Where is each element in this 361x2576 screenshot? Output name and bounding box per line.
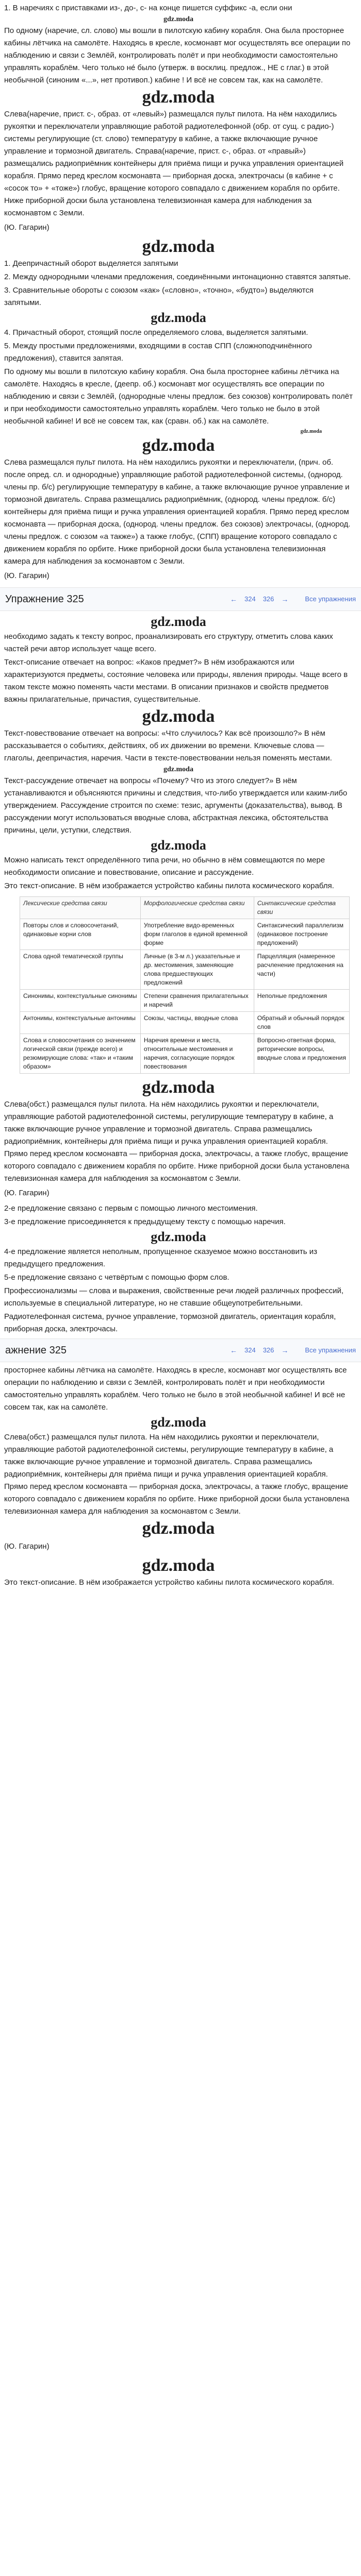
watermark: gdz.moda	[151, 838, 206, 853]
table-cell: Слова и словосочетания со значением логической связи (прежде всего) и резюмирующие слова: «так» и «таким образом»	[20, 1034, 141, 1074]
note-item: 3-е предложение присоединяется к предыдущему тексту с помощью наречия.	[4, 1217, 286, 1226]
citation: (Ю. Гагарин)	[4, 571, 50, 580]
table-header-row	[20, 897, 350, 919]
exercise-header	[0, 587, 361, 611]
watermark: gdz.moda	[163, 15, 193, 23]
table-cell: Антонимы, контекстуальные антонимы	[20, 1012, 141, 1034]
citation: (Ю. Гагарин)	[4, 1189, 50, 1197]
table-cell: Неполные предложения	[254, 990, 349, 1012]
rule-paragraph: 1. В наречиях с приставками из-, до-, с- на конце пишется суффикс -а, если они	[4, 4, 292, 12]
table-cell: Союзы, частицы, вводные слова	[140, 1012, 254, 1034]
table-header-cell: Лексические средства связи	[20, 897, 141, 919]
watermark: gdz.moda	[142, 1519, 215, 1538]
text-paragraph: Это текст-описание. В нём изображается устройство кабины пилота космического корабля.	[4, 882, 334, 890]
watermark: gdz.moda	[142, 436, 215, 455]
table-row	[20, 1034, 350, 1074]
next-arrow-icon[interactable]: →	[281, 1346, 289, 1354]
table-cell: Обратный и обычный порядок слов	[254, 1012, 349, 1034]
answer-block-main	[0, 611, 361, 1338]
text-paragraph: Можно написать текст определённого типа речи, но обычно в нём совмещаются по мере необходимости описание и повествование, описание и рассуждение.	[4, 856, 327, 877]
text-paragraph: необходимо задать к тексту вопрос, проанализировать его структуру, отметить слова каких частей речи автор использует чаще всего.	[4, 632, 335, 653]
all-exercises-link[interactable]: Все упражнения	[305, 595, 356, 603]
exercise-nav	[230, 1344, 356, 1357]
rule-item: 5. Между простыми предложениями, входящими в состав СПП (сложноподчинённого предложения), ставится запятая.	[4, 342, 312, 363]
table-cell: Наречия времени и места, относительные местоимения и наречия, согласующие порядок повествования	[140, 1034, 254, 1074]
answer-block-bottom	[0, 1362, 361, 1592]
connections-table	[20, 896, 350, 1074]
text-paragraph: Текст-повествование отвечает на вопросы: «Что случилось? Как всё произошло?» В нём рассказывается о событиях, действиях, об их движении во времени. Ключевые слова — глаголы, деепричастия, наречия. Части в тексте-повествовании нельзя поменять местами.	[4, 729, 332, 762]
watermark: gdz.moda	[151, 614, 206, 629]
note-item: 5-е предложение связано с четвёртым с помощью форм слов.	[4, 1273, 229, 1282]
prev-arrow-icon[interactable]: ←	[229, 595, 237, 603]
prev-arrow-icon[interactable]: ←	[229, 1346, 237, 1354]
table-row	[20, 990, 350, 1012]
text-paragraph: Слева(обст.) размещался пульт пилота. На нём находились рукоятки и переключатели, управляющие работой радиотелефонной системы, регулирующие температуру в кабине, а также включающие ручное управление и тормозной двигатель. Справа размещались радиоприёмник, контейнеры для приёма пищи и ручка управления ориентацией корабля. Прямо перед креслом космонавта — приборная доска, электрочасы, а также глобус, вращение которого совпадало с движением корабля по орбите. Ниже приборной доски была установлена телевизионная камера для наблюдения за космонавтом с Земли.	[4, 1433, 352, 1516]
text-paragraph: По одному (наречие, сл. слово) мы вошли в пилотскую кабину корабля. Она была просторнее кабины лётчика на самолёте. Находясь в кресле, космонавт мог осуществлять все операции по наблюдению и связи с Землёй, контролировать полёт и при необходимости самостоятельно управлять кораблём. Чего только не́ было (утверж. в восклиц. предлож., НЕ с глаг.) в этой необычной (синоним «...», нет противоп.) кабине ! И всё не совсем так, как на самолёте.	[4, 26, 353, 84]
table-cell: Повторы слов и словосочетаний, одинаковые корни слов	[20, 919, 141, 950]
table-cell: Синонимы, контекстуальные синонимы	[20, 990, 141, 1012]
note-item: Профессионализмы — слова и выражения, свойственные речи людей различных профессий, используемые в специальной литературе, но не ставшие общеупотребительными.	[4, 1286, 346, 1308]
note-item: Радиотелефонная система, ручное управление, тормозной двигатель, ориентация корабля, приборная доска, электрочасы.	[4, 1312, 338, 1333]
text-paragraph: Слева размещался пульт пилота. На нём находились рукоятки и переключатели, (прич. об. после опред. сл. и однородные) управляющие работой радиотелефонной системы, (однород. члены пр. б/с) регулирующие температуру в кабине, а также включающие ручное управление и тормозной двигатель. Справа размещались радиоприёмник, (однород. члены предлож. б/с) контейнеры для приёма пищи и ручка управления ориентацией корабля. Прямо перед креслом космонавта — приборная доска, (однород. члены предлож. без союзов) электрочасы, (однород. члены предлож. с союзом «а также») а также глобус, (СПП) вращение которого совпадало с движением корабля по орбите. Ниже приборной доски была установлена телевизионная камера для наблюдения за космонавтом с Земли.	[4, 458, 353, 566]
table-row	[20, 950, 350, 990]
watermark: gdz.moda	[142, 237, 215, 256]
watermark: gdz.moda	[142, 1078, 215, 1097]
table-row	[20, 919, 350, 950]
table-header-cell: Морфологические средства связи	[140, 897, 254, 919]
table-cell: Слова одной тематической группы	[20, 950, 141, 990]
next-exercise-link[interactable]: 326	[262, 1346, 274, 1354]
watermark: gdz.moda	[151, 310, 206, 325]
answer-block-top	[0, 0, 361, 587]
text-paragraph: Слева(наречие, прист. с-, образ. от «левый») размещался пульт пилота. На нём находились рукоятки и переключатели управляющие работой радиотелефонной (обр. от сущ. с радио-) системы регулирующие (ст. слово) температуру в кабине, а также включающие ручное управление и тормозной двигатель. Справа(наречие, прист. с-, образ. от «правый») размещались радиоприёмник контейнеры для приёма пищи и ручка управления ориентацией корабля. Прямо перед креслом космонавта — приборная доска, электрочасы (в кабине + с «сосок то» + «тоже») глобус, вращение которого совпадало с движением корабля по орбите. Ниже приборной доски была установлена телевизионная камера для наблюдения за космонавтом с Земли.	[4, 110, 346, 217]
text-paragraph: Слева(обст.) размещался пульт пилота. На нём находились рукоятки и переключатели, управляющие работой радиотелефонной системы, регулирующие температуру в кабине, а также включающие ручное управление и тормозной двигатель. Справа размещались радиоприёмник, контейнеры для приёма пищи и ручка управления ориентацией корабля. Прямо перед креслом космонавта — приборная доска, электрочасы, а также глобус, вращение которого совпадало с движением корабля по орбите. Ниже приборной доски была установлена телевизионная камера для наблюдения за космонавтом с Земли.	[4, 1100, 352, 1183]
table-cell: Употребление видо-временных форм глаголов в единой временной форме	[140, 919, 254, 950]
note-item: 4-е предложение является неполным, пропущенное сказуемое можно восстановить из предыдущего предложения.	[4, 1247, 320, 1268]
exercise-nav	[230, 593, 356, 605]
exercise-header	[0, 1338, 361, 1362]
watermark: gdz.moda	[300, 429, 322, 434]
citation: (Ю. Гагарин)	[4, 1542, 50, 1551]
text-paragraph: По одному мы вошли в пилотскую кабину корабля. Она была просторнее кабины лётчика на самолёте. Находясь в кресле, (деепр. об.) космонавт мог осуществлять все операции по наблюдению и связи с Землёй, (однородные члены предлож. без союзов) контролировать полёт и при необходимости самостоятельно управлять кораблём. Чего только не было в этой необычной кабине! И всё не совсем так, как (сравн. об.) как на самолёте.	[4, 367, 355, 426]
text-paragraph: Это текст-описание. В нём изображается устройство кабины пилота космического корабля.	[4, 1578, 334, 1587]
table-cell: Степени сравнения прилагательных и наречий	[140, 990, 254, 1012]
watermark: gdz.moda	[151, 1415, 206, 1430]
table-row	[20, 1012, 350, 1034]
table-cell: Личные (в 3-м л.) указательные и др. местоимения, заменяющие слова предшествующих предложений	[140, 950, 254, 990]
rule-item: 2. Между однородными членами предложения, соединёнными интонационно ставятся запятые.	[4, 273, 351, 281]
table-header-cell: Синтаксические средства связи	[254, 897, 349, 919]
exercise-title: ажнение 325	[5, 1345, 67, 1356]
table-cell: Парцелляция (намеренное расчленение предложения на части)	[254, 950, 349, 990]
watermark: gdz.moda	[163, 766, 193, 773]
watermark: gdz.moda	[142, 707, 215, 726]
text-paragraph: Текст-описание отвечает на вопрос: «Каков предмет?» В нём изображаются или характеризуются предметы, состояние человека или природы, явления природы. Чаще всего в таком тексте можно поменять части местами. В описании признаков и свойств предметов важны прилагательные, причастия, существительные.	[4, 658, 350, 704]
prev-exercise-link[interactable]: 324	[244, 595, 256, 603]
rule-item: 1. Деепричастный оборот выделяется запятыми	[4, 259, 178, 268]
rule-item: 4. Причастный оборот, стоящий после определяемого слова, выделяется запятыми.	[4, 328, 308, 337]
next-arrow-icon[interactable]: →	[281, 595, 289, 603]
table-cell: Синтаксический параллелизм (одинаковое построение предложений)	[254, 919, 349, 950]
next-exercise-link[interactable]: 326	[262, 595, 274, 603]
watermark: gdz.moda	[151, 1229, 206, 1244]
prev-exercise-link[interactable]: 324	[244, 1346, 256, 1354]
table-cell: Вопросно-ответная форма, риторические вопросы, вводные слова и предложения	[254, 1034, 349, 1074]
exercise-title: Упражнение 325	[5, 594, 84, 605]
citation: (Ю. Гагарин)	[4, 223, 50, 232]
text-paragraph: просторнее кабины лётчика на самолёте. Находясь в кресле, космонавт мог осуществлять все операции по наблюдению и связи с Землёй, контролировать полёт и при необходимости самостоятельно управлять кораблём. Чего только не было в этой необычной кабине! И всё не совсем так, как на самолёте.	[4, 1366, 349, 1412]
watermark: gdz.moda	[142, 88, 215, 107]
note-item: 2-е предложение связано с первым с помощью личного местоимения.	[4, 1204, 258, 1213]
all-exercises-link[interactable]: Все упражнения	[305, 1346, 356, 1354]
rule-item: 3. Сравнительные обороты с союзом «как» («словно», «точно», «будто») выделяются запятыми.	[4, 286, 314, 307]
watermark: gdz.moda	[142, 1556, 215, 1575]
text-paragraph: Текст-рассуждение отвечает на вопросы «Почему? Что из этого следует?» В нём устанавливаются и объясняются причины и следствия, что-либо утверждается или каким-либо утверждением. Рассуждение строится по схеме: тезис, аргументы (доказательства), вывод. В рассуждении могут использоваться вводные слова, абстрактная лексика, обстоятельства причины, цели, уступки, следствия.	[4, 776, 350, 835]
